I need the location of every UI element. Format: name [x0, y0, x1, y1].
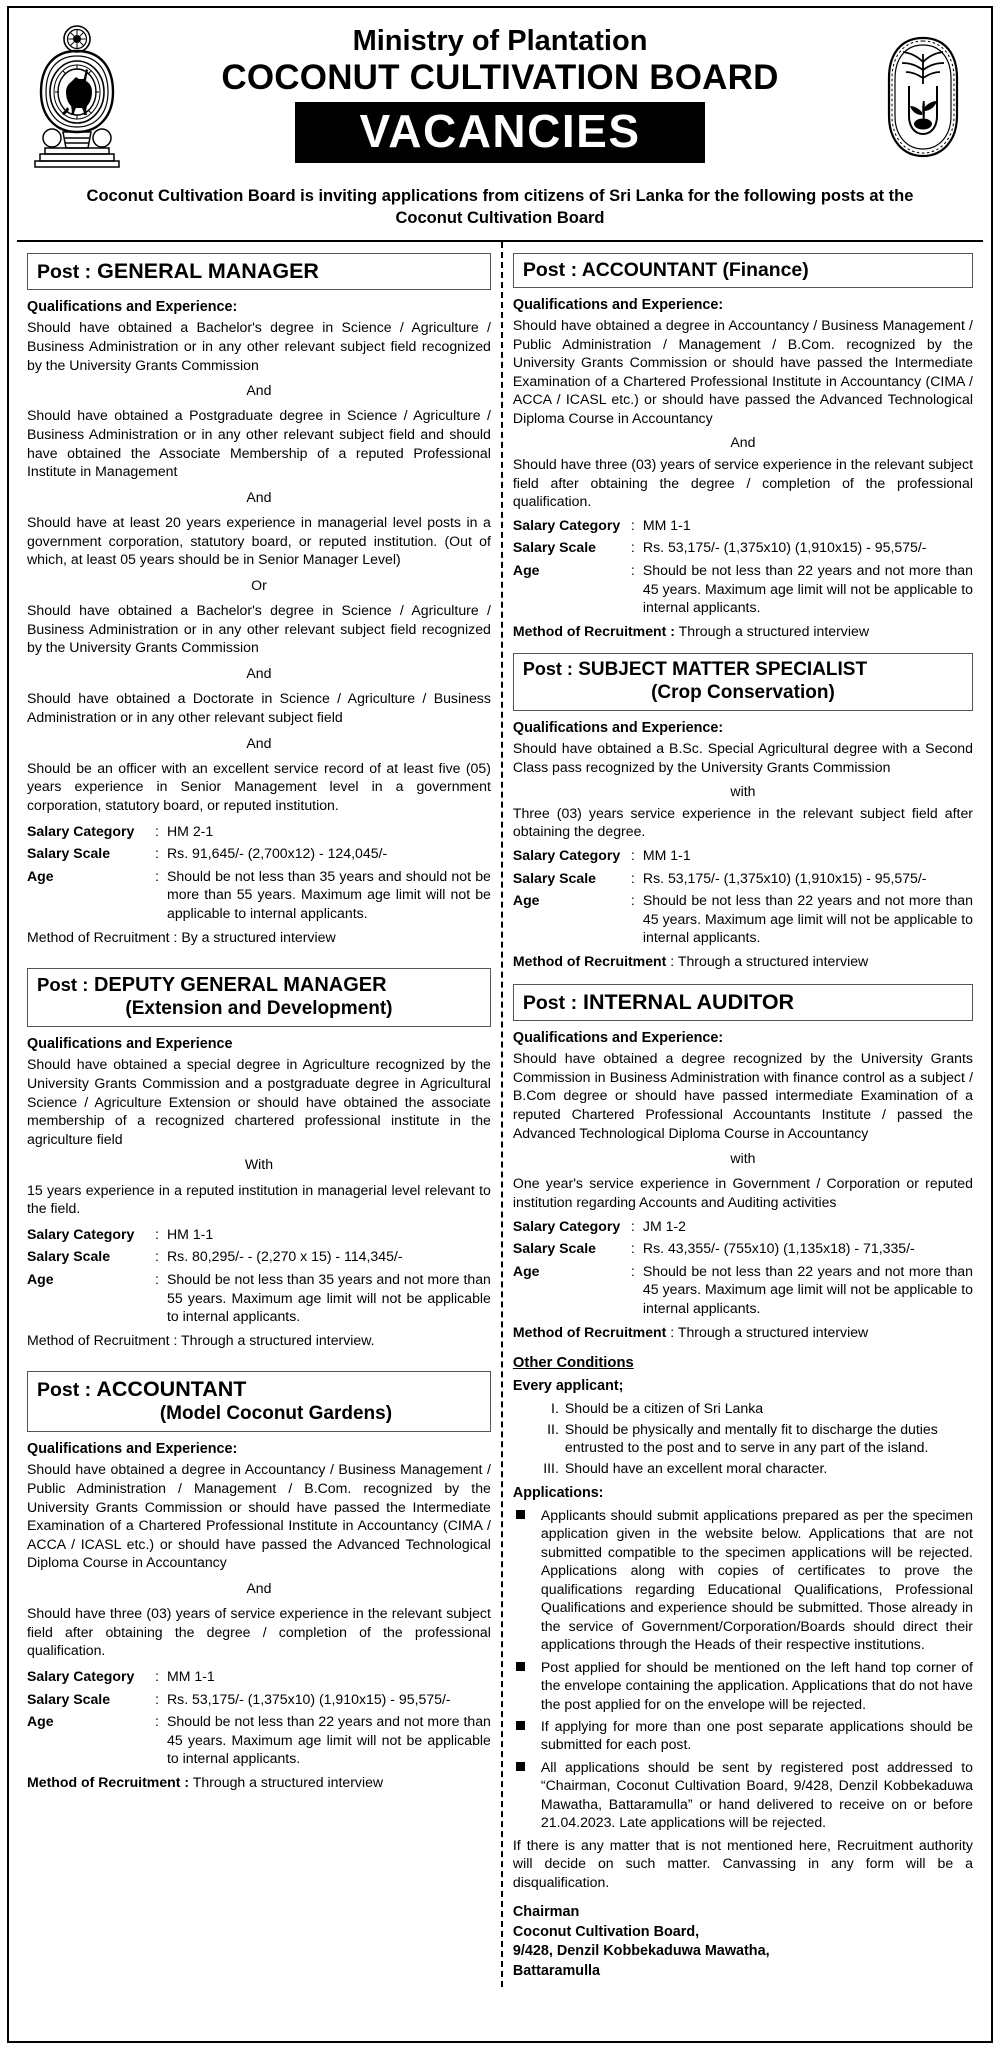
list-item-text: Applicants should submit applications prepared as per the specimen application given in the website below. Applications that are not submitted compatible to the specimen applications will be rejected. Applications along with copies of certificates to prove the qualifications regarding Educational Qualifications, Professional Qualifications and experience should be submitted. Those already in the service of Government/Corporation/Boards should direct their applications through the Heads of their respective institutions.	[540, 1506, 973, 1653]
label-salary-scale: Salary Scale	[27, 845, 111, 862]
acct-mcg-para-2: Should have three (03) years of service experience in the relevant subject field after obtaining the degree / completion of the professional qualification.	[27, 1605, 491, 1659]
label-salary-scale: Salary Scale	[512, 869, 596, 886]
label-salary-category: Salary Category	[27, 822, 135, 839]
dgm-para-2: 15 years experience in a reputed institution in managerial level relevant to the field.	[27, 1181, 491, 1217]
gm-conj-5: And	[246, 734, 272, 751]
dgm-salary-scale-row	[27, 1247, 491, 1266]
acct-fin-age-value: Should be not less than 22 years and not more than 45 years. Maximum age limit will not be applicable to internal applicants.	[642, 561, 973, 616]
sms-method-value: : Through a structured interview	[670, 953, 869, 970]
dgm-age-value: Should be not less than 35 years and not more than 55 years. Maximum age limit will not be applicable to internal applicants.	[167, 1271, 491, 1325]
colon: :	[155, 845, 159, 862]
qualifications-heading-dgm: Qualifications and Experience	[27, 1036, 233, 1053]
post-subtitle-dgm: (Extension and Development)	[125, 997, 393, 1019]
colon: :	[630, 892, 635, 909]
label-salary-category: Salary Category	[27, 1225, 135, 1242]
ia-age-row	[513, 1262, 973, 1318]
gm-method-of-recruitment: Method of Recruitment : By a structured interview	[27, 928, 336, 945]
square-bullet-icon	[516, 1762, 525, 1771]
label-salary-scale: Salary Scale	[27, 1248, 111, 1265]
post-subtitle-accountant-mcg: (Model Coconut Gardens)	[159, 1402, 393, 1424]
acct-fin-salary-category-value: MM 1-1	[642, 516, 691, 533]
ia-salary-scale-row	[513, 1239, 973, 1258]
left-column	[17, 242, 503, 1987]
signoff-city: Battaramulla	[512, 1962, 601, 1979]
qualifications-heading-gm: Qualifications and Experience:	[27, 299, 238, 316]
gm-age-value: Should be not less than 35 years and should not be more than 55 years. Maximum age limit will not be applicable to internal applicants.	[167, 867, 491, 921]
sms-salary-category-value: MM 1-1	[642, 847, 691, 864]
list-item-number: III.	[543, 1459, 559, 1476]
advertisement-frame	[7, 6, 993, 2043]
acct-fin-method-of-recruitment	[513, 622, 973, 641]
dgm-para-1: Should have obtained a special degree in Agriculture recognized by the University Grants Commission and a postgraduate degree in Agricultural Science / Agriculture Extension or should have obtained the associate membership of a recognized chartered professional institute in the agriculture field	[27, 1056, 491, 1147]
label-salary-scale: Salary Scale	[512, 539, 596, 556]
dgm-age-row	[27, 1270, 491, 1326]
post-title-subject-matter-specialist: SUBJECT MATTER SPECIALIST	[578, 659, 868, 681]
acct-mcg-salary-scale-row	[27, 1690, 491, 1709]
intro-text: Coconut Cultivation Board is inviting applications from citizens of Sri Lanka for the following posts at the Coconut Cultivation Board	[86, 187, 914, 227]
post-label: Post :	[37, 260, 92, 283]
colon: :	[155, 1713, 159, 1730]
colon: :	[630, 516, 635, 533]
ia-age-value: Should be not less than 22 years and not more than 45 years. Maximum age limit will not be applicable to internal applicants.	[642, 1262, 973, 1316]
every-applicant-list	[513, 1399, 973, 1477]
post-label: Post :	[522, 991, 578, 1014]
acct-fin-para-2: Should have three (03) years of service experience in the relevant subject field after obtaining the degree / completion of the professional qualification.	[512, 455, 973, 510]
square-bullet-icon	[516, 1510, 525, 1519]
post-title-deputy-general-manager: DEPUTY GENERAL MANAGER	[93, 974, 387, 997]
acct-fin-salary-scale-value: Rs. 53,175/- (1,375x10) (1,910x15) - 95,575/-	[642, 539, 927, 556]
colon: :	[630, 561, 635, 578]
ia-conj-1: with	[730, 1150, 756, 1167]
gm-para-2: Should have obtained a Postgraduate degree in Science / Agriculture / Business Administration or in any other relevant subject field and should have obtained the Associate Membership of a reputed Professional Institute in Management	[27, 407, 491, 480]
gm-para-3: Should have at least 20 years experience in managerial level posts in a government corporation, statutory board, or reputed institution. (Out of which, at least 05 years should be in Senior Manager Level)	[27, 514, 491, 568]
colon: :	[155, 1667, 159, 1684]
qualifications-heading-accountant-finance: Qualifications and Experience:	[512, 297, 724, 314]
label-age: Age	[27, 1713, 54, 1730]
applications-heading: Applications:	[512, 1484, 604, 1501]
qualifications-heading-internal-auditor: Qualifications and Experience:	[512, 1030, 724, 1047]
colon: :	[155, 1225, 159, 1242]
post-label: Post :	[37, 1379, 92, 1402]
other-conditions-heading: Other Conditions	[512, 1355, 634, 1372]
post-title-accountant-finance: ACCOUNTANT (Finance)	[581, 258, 809, 281]
qualifications-heading-accountant-mcg: Qualifications and Experience:	[27, 1441, 238, 1458]
qualifications-heading-sms: Qualifications and Experience:	[512, 720, 724, 737]
list-item-text: If applying for more than one post separate applications should be submitted for each post.	[540, 1717, 973, 1753]
acct-mcg-conj-1: And	[246, 1579, 272, 1596]
ia-method-value: : Through a structured interview	[670, 1323, 869, 1340]
acct-fin-conj-1: And	[730, 433, 756, 450]
ia-para-2: One year's service experience in Government / Corporation or reputed institution regarding Accounts and Auditing activities	[512, 1175, 973, 1210]
post-header-deputy-general-manager	[27, 968, 491, 1027]
ia-method-label: Method of Recruitment	[512, 1323, 667, 1340]
square-bullet-icon	[516, 1662, 525, 1671]
right-column	[503, 242, 983, 1987]
sms-salary-scale-row	[513, 869, 973, 888]
sms-method-of-recruitment	[513, 952, 973, 971]
gm-age-row	[27, 867, 491, 923]
acct-mcg-para-1: Should have obtained a degree in Accountancy / Business Management / Public Administration / Management / B.Com. recognized by the University Grants Commission or should have passed the Intermediate Examination of a Chartered Professional Institute in Accountancy (CIMA / ACCA / ICASL etc.) or should have passed the Advanced Technological Diploma Course in Accountancy	[27, 1461, 491, 1571]
post-title-general-manager: GENERAL MANAGER	[97, 258, 319, 283]
ia-method-of-recruitment	[513, 1323, 973, 1342]
closing-note: If there is any matter that is not mentioned here, Recruitment authority will decide on such matter. Canvassing in any form will be a disqualification.	[512, 1836, 973, 1890]
gm-conj-4: And	[246, 665, 272, 682]
gm-salary-category-value: HM 2-1	[167, 822, 214, 839]
list-item	[513, 1758, 973, 1832]
post-header-internal-auditor	[513, 984, 973, 1022]
acct-fin-age-row	[513, 561, 973, 617]
gm-para-6: Should be an officer with an excellent service record of at least five (05) years experience in Senior Management level in a government corporation, statutory board, or reputed institution.	[27, 759, 491, 814]
gm-para-1: Should have obtained a Bachelor's degree in Science / Agriculture / Business Administration or in any other relevant subject field recognized by the University Grants Commission	[27, 319, 491, 373]
list-item	[513, 1717, 973, 1754]
label-salary-category: Salary Category	[512, 516, 621, 533]
ia-salary-scale-value: Rs. 43,355/- (755x10) (1,135x18) - 71,335/-	[642, 1240, 915, 1257]
acct-mcg-age-row	[27, 1712, 491, 1768]
acct-mcg-method-of-recruitment	[27, 1773, 491, 1792]
ia-para-1: Should have obtained a degree recognized by the University Grants Commission in Business Administration with finance control as a subject / B.Com degree or should have passed intermediate Examination of a reputed Chartered Professional Accountants Institute / passed the Advanced Technological Diploma Course in Accountancy	[512, 1050, 973, 1141]
sms-age-value: Should be not less than 22 years and not more than 45 years. Maximum age limit will not be applicable to internal applicants.	[642, 892, 973, 946]
label-salary-category: Salary Category	[512, 847, 621, 864]
gm-salary-scale-value: Rs. 91,645/- (2,700x12) - 124,045/-	[167, 845, 388, 862]
label-salary-scale: Salary Scale	[512, 1240, 596, 1257]
signoff-chairman: Chairman	[512, 1904, 580, 1921]
post-label: Post :	[522, 659, 573, 680]
applications-bullet-list	[513, 1506, 973, 1832]
colon: :	[630, 1240, 635, 1257]
list-item-text: Post applied for should be mentioned on the left hand top corner of the envelope containing the application. Applications that do not have the post applied for on the envelope will be rejected.	[540, 1658, 973, 1712]
post-label: Post :	[37, 974, 89, 996]
dgm-conj-1: With	[244, 1156, 274, 1173]
sms-para-2: Three (03) years service experience in the relevant subject field after obtaining the degree.	[512, 804, 973, 840]
colon: :	[630, 847, 635, 864]
label-salary-scale: Salary Scale	[27, 1690, 111, 1707]
list-item-text: Should have an excellent moral character.	[564, 1459, 828, 1476]
ia-salary-category-value: JM 1-2	[642, 1217, 686, 1234]
label-age: Age	[512, 892, 540, 909]
post-header-accountant-model-coconut-gardens	[27, 1371, 491, 1432]
post-header-subject-matter-specialist	[513, 653, 973, 711]
label-salary-category: Salary Category	[512, 1217, 621, 1234]
colon: :	[155, 822, 159, 839]
list-item	[531, 1420, 973, 1457]
dgm-salary-scale-value: Rs. 80,295/- - (2,270 x 15) - 114,345/-	[167, 1248, 403, 1265]
label-age: Age	[27, 867, 54, 884]
post-header-general-manager	[27, 253, 491, 291]
sms-salary-category-row	[513, 846, 973, 865]
acct-mcg-age-value: Should be not less than 22 years and not more than 45 years. Maximum age limit will not be applicable to internal applicants.	[167, 1713, 491, 1767]
colon: :	[630, 869, 635, 886]
list-item-text: Should be a citizen of Sri Lanka	[564, 1400, 764, 1417]
dgm-method-of-recruitment: Method of Recruitment : Through a structured interview.	[27, 1331, 375, 1348]
post-label: Post :	[522, 258, 578, 281]
header-titles	[133, 18, 867, 163]
list-item	[531, 1399, 973, 1417]
list-item	[531, 1459, 973, 1477]
label-age: Age	[512, 561, 540, 578]
list-item-number: I.	[551, 1400, 559, 1417]
colon: :	[155, 1690, 159, 1707]
gm-conj-2: And	[246, 488, 272, 505]
acct-mcg-method-label: Method of Recruitment :	[27, 1773, 190, 1790]
acct-fin-method-label: Method of Recruitment :	[512, 622, 675, 639]
dgm-salary-category-row	[27, 1225, 491, 1244]
list-item	[513, 1658, 973, 1713]
signoff-block	[513, 1903, 973, 1981]
acct-fin-method-value: Through a structured interview	[678, 622, 869, 639]
sms-salary-scale-value: Rs. 53,175/- (1,375x10) (1,910x15) - 95,575/-	[642, 869, 927, 886]
colon: :	[630, 1262, 635, 1279]
acct-mcg-salary-category-value: MM 1-1	[167, 1667, 215, 1684]
signoff-board: Coconut Cultivation Board,	[512, 1923, 700, 1940]
board-title: COCONUT CULTIVATION BOARD	[221, 58, 779, 98]
label-age: Age	[27, 1271, 54, 1288]
ia-salary-category-row	[513, 1217, 973, 1236]
acct-fin-salary-scale-row	[513, 538, 973, 557]
every-applicant-label: Every applicant;	[512, 1378, 624, 1395]
sms-method-label: Method of Recruitment	[512, 953, 667, 970]
gm-para-5: Should have obtained a Doctorate in Science / Agriculture / Business Administration or in any other relevant subject field	[27, 690, 491, 725]
acct-mcg-salary-scale-value: Rs. 53,175/- (1,375x10) (1,910x15) - 95,575/-	[167, 1690, 451, 1707]
post-title-accountant-mcg: ACCOUNTANT	[96, 1377, 247, 1402]
acct-mcg-salary-category-row	[27, 1667, 491, 1686]
post-subtitle-sms: (Crop Conservation)	[651, 681, 835, 703]
gm-conj-1: And	[246, 382, 272, 399]
columns-container	[17, 242, 983, 1987]
list-item-text: All applications should be sent by registered post addressed to “Chairman, Coconut Cultivation Board, 9/428, Denzil Kobbekaduwa Mawatha, Battaramulla” or hand delivered to receive on or before 21.04.2023. Late applications will be rejected.	[540, 1758, 973, 1831]
post-title-internal-auditor: INTERNAL AUDITOR	[583, 989, 795, 1014]
document-header	[17, 14, 983, 172]
list-item	[513, 1506, 973, 1654]
signoff-address: 9/428, Denzil Kobbekaduwa Mawatha,	[512, 1943, 770, 1960]
acct-fin-salary-category-row	[513, 516, 973, 535]
ministry-title: Ministry of Plantation	[352, 25, 648, 57]
label-salary-category: Salary Category	[27, 1667, 135, 1684]
coconut-cultivation-board-logo	[867, 18, 979, 162]
acct-mcg-method-value: Through a structured interview	[192, 1773, 384, 1790]
gm-para-4: Should have obtained a Bachelor's degree in Science / Agriculture / Business Administration or in any other relevant subject field recognized by the University Grants Commission	[27, 602, 491, 656]
sms-conj-1: with	[730, 782, 756, 799]
list-item-number: II.	[547, 1420, 559, 1437]
gm-conj-3: Or	[251, 576, 267, 593]
colon: :	[155, 1248, 159, 1265]
gm-salary-scale-row	[27, 844, 491, 863]
list-item-text: Should be physically and mentally fit to discharge the duties entrusted to the post and to serve in any part of the island.	[564, 1420, 938, 1456]
label-age: Age	[512, 1262, 540, 1279]
post-header-accountant-finance	[513, 253, 973, 288]
vacancies-banner: VACANCIES	[295, 102, 704, 163]
colon: :	[630, 1217, 635, 1234]
dgm-salary-category-value: HM 1-1	[167, 1225, 214, 1242]
sms-para-1: Should have obtained a B.Sc. Special Agricultural degree with a Second Class pass recognized by the University Grants Commission	[512, 740, 973, 775]
gm-salary-category-row	[27, 822, 491, 841]
sri-lanka-national-emblem	[21, 18, 133, 172]
sms-age-row	[513, 891, 973, 947]
colon: :	[155, 1271, 159, 1288]
acct-fin-para-1: Should have obtained a degree in Accountancy / Business Management / Public Administration / Management / B.Com. recognized by the University Grants Commission or should have passed the Intermediate Examination of a Chartered Professional Institute in Accountancy (CIMA / ACCA / ICASL etc.) or should have passed the Advanced Technological Diploma Course in Accountancy	[512, 317, 973, 427]
colon: :	[155, 867, 159, 884]
colon: :	[630, 539, 635, 556]
square-bullet-icon	[516, 1721, 525, 1730]
